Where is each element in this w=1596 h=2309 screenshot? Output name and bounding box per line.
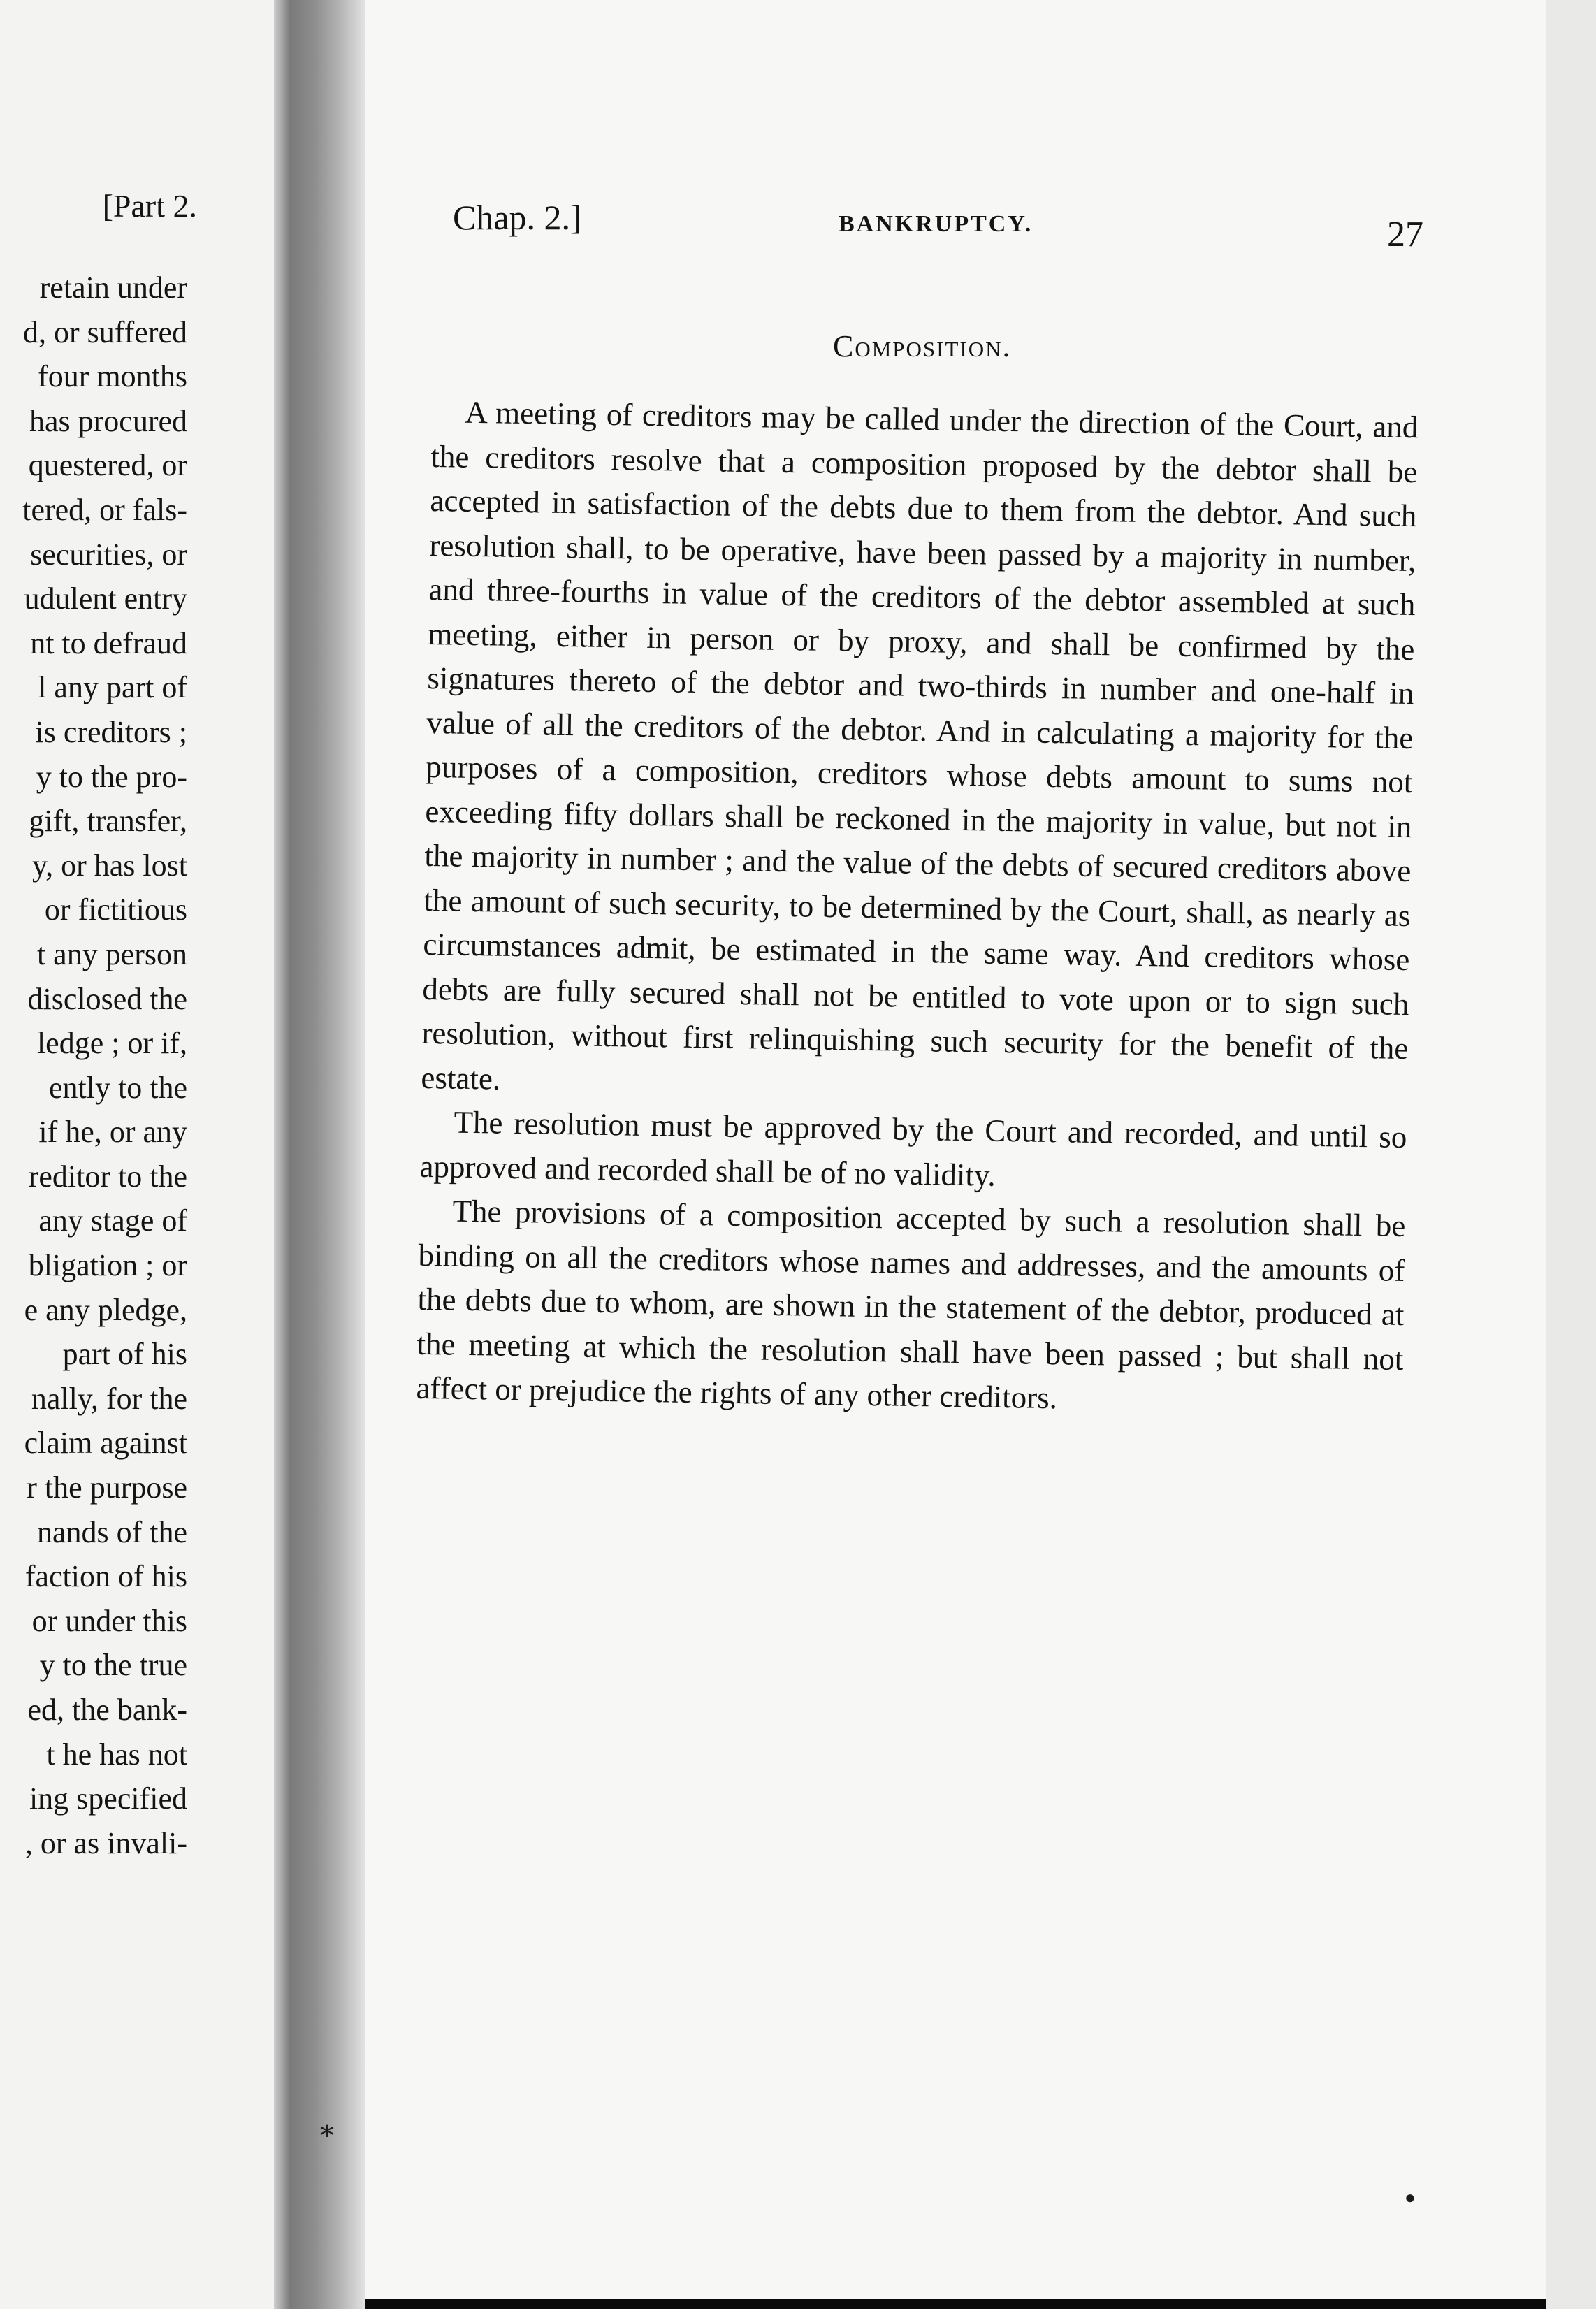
ink-dot: ● xyxy=(1405,2187,1416,2208)
left-line: t any person xyxy=(36,936,187,971)
left-page-header: [Part 2. xyxy=(102,188,197,224)
book-gutter xyxy=(274,0,365,2309)
left-line: questered, or xyxy=(28,448,187,483)
left-line: nally, for the xyxy=(31,1381,187,1416)
paragraph: The provisions of a composition accepted by such a resolution shall be binding on all the creditors whose names and addresses, and the amounts of the debts due to whom, are shown in the statement of the debtor, produced at the meeting at which the resolution shall have been passed ; but shall not affect or prejudice the rights of any other creditors. xyxy=(416,1193,1406,1416)
left-line: retain under xyxy=(39,270,187,305)
left-line: l any part of xyxy=(38,670,187,705)
paragraph: The resolution must be approved by the Court and recorded, and until so approved and recorded shall be of no validity. xyxy=(419,1104,1407,1193)
left-line: reditor to the xyxy=(28,1159,187,1194)
left-line: ing specified xyxy=(29,1781,187,1816)
left-line: securities, or xyxy=(30,537,187,572)
left-page xyxy=(0,0,274,2309)
left-line: y to the pro- xyxy=(36,759,187,794)
left-line: disclosed the xyxy=(27,981,187,1016)
left-line: y to the true xyxy=(39,1648,187,1683)
left-line: r the purpose xyxy=(27,1470,187,1505)
left-line: udulent entry xyxy=(24,581,187,616)
left-line: ed, the bank- xyxy=(27,1693,187,1727)
left-line: t he has not xyxy=(46,1737,187,1772)
paragraph: A meeting of creditors may be called under the direction of the Court, and the creditors resolve that a composition proposed by the debtor shall be accepted in satisfaction of the debts due to them from the debtor. And such resolution shall, to be operative, have been passed by a majority in number, and three-fourths in value of the creditors of the debtor assembled at such meeting, either in person or by proxy, and shall be confirmed by the signatures thereto of the debtor and two-thirds in number and one-half in value of all the creditors of the debtor. And in calculating a majority for the purposes of a composition, creditors whose debts amount to sums not exceeding fifty dollars shall be reckoned in the majority in value, but not in the majority in number ; and the value of the debts of secured creditors above the amount of such security, to be determined by the Court, shall, as nearly as circumstances admit, be estimated in the same way. And creditors whose debts are fully secured shall not be entitled to vote upon or to sign such resolution, without first relinquishing such security for the benefit of the estate. xyxy=(421,394,1419,1096)
left-line: nt to defraud xyxy=(30,625,187,660)
left-line: faction of his xyxy=(24,1559,187,1594)
left-line: gift, transfer, xyxy=(29,804,187,839)
left-line: or under this xyxy=(31,1603,187,1638)
section-title: Composition. xyxy=(833,329,1012,363)
page-edge xyxy=(1546,0,1596,2309)
left-line: has procured xyxy=(29,403,187,438)
left-line: or fictitious xyxy=(44,892,187,927)
left-line: nands of the xyxy=(36,1514,187,1549)
left-line: bligation ; or xyxy=(28,1248,187,1283)
left-line: d, or suffered xyxy=(23,314,187,349)
running-title: BANKRUPTCY. xyxy=(839,211,1033,237)
chapter-header: Chap. 2.] xyxy=(453,198,582,237)
ink-mark: ⁎ xyxy=(320,2111,334,2143)
left-line: any stage of xyxy=(38,1203,187,1238)
left-line: ledge ; or if, xyxy=(36,1026,187,1061)
left-line: part of his xyxy=(62,1337,187,1372)
left-line: if he, or any xyxy=(38,1115,187,1150)
left-line: e any pledge, xyxy=(24,1292,187,1327)
left-line: ently to the xyxy=(49,1070,187,1105)
left-line: four months xyxy=(38,359,187,394)
left-line: is creditors ; xyxy=(35,714,187,749)
left-line: claim against xyxy=(24,1426,187,1461)
left-page-text xyxy=(0,266,187,1865)
left-line: y, or has lost xyxy=(31,848,187,883)
left-line: , or as invali- xyxy=(24,1825,187,1860)
left-line: tered, or fals- xyxy=(22,492,187,527)
page-number: 27 xyxy=(1387,215,1423,254)
body-text xyxy=(416,390,1419,1426)
